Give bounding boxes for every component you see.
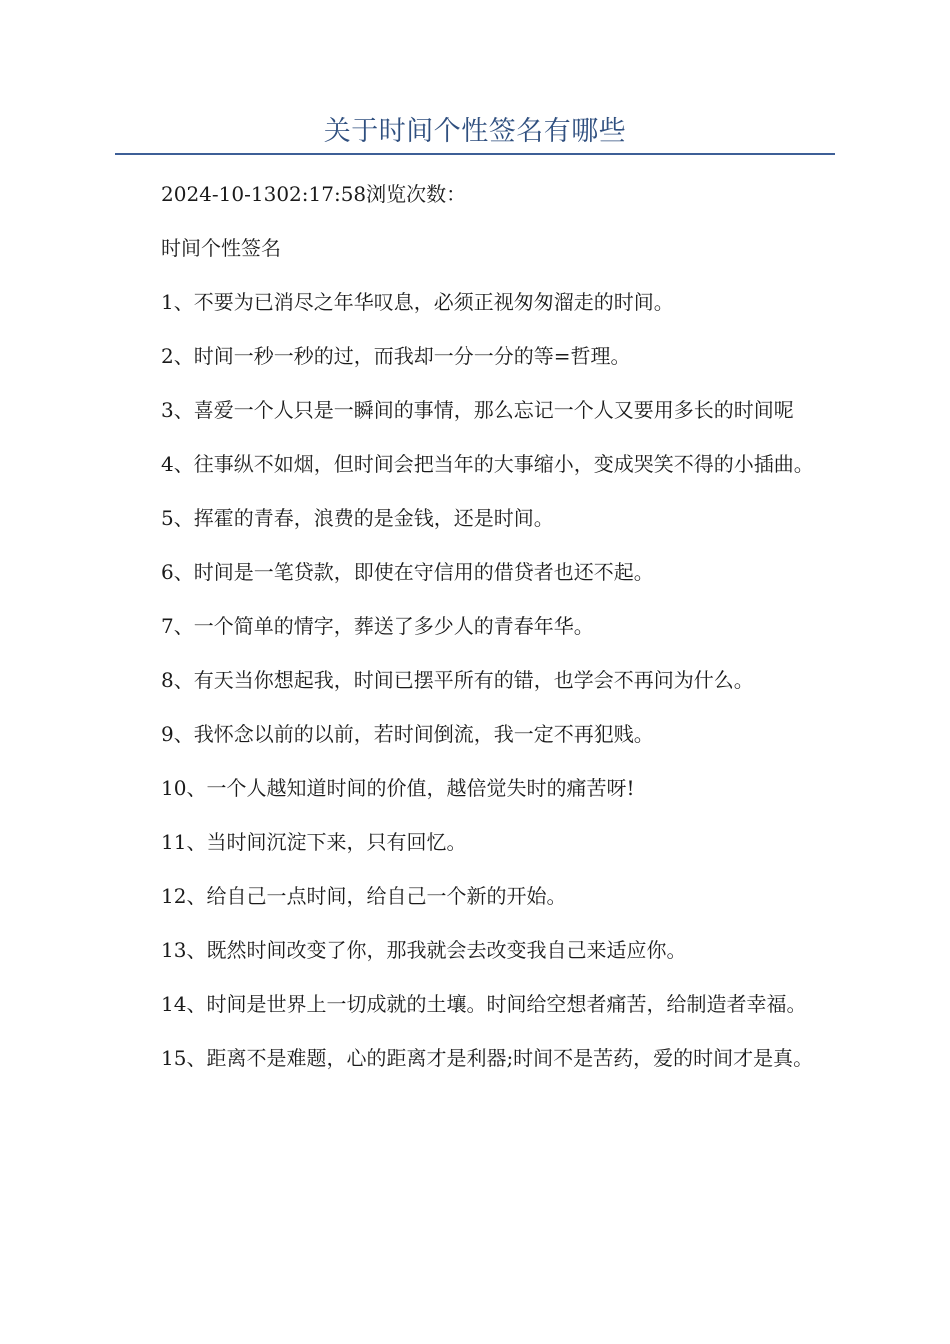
meta-line: 2024-10-1302:17:58浏览次数： (161, 182, 467, 206)
list-item: 5、挥霍的青春，浪费的是金钱，还是时间。 (161, 506, 554, 530)
list-item: 6、时间是一笔贷款，即使在守信用的借贷者也还不起。 (161, 560, 654, 584)
list-item: 3、喜爱一个人只是一瞬间的事情，那么忘记一个人又要用多长的时间呢 (161, 398, 794, 422)
list-item: 4、往事纵不如烟，但时间会把当年的大事缩小，变成哭笑不得的小插曲。 (161, 452, 814, 476)
list-item: 7、一个简单的情字，葬送了多少人的青春年华。 (161, 614, 594, 638)
document-body (115, 175, 835, 1093)
list-item: 2、时间一秒一秒的过，而我却一分一分的等=哲理。 (161, 344, 631, 368)
page-title: 关于时间个性签名有哪些 (323, 116, 627, 147)
list-item: 14、时间是世界上一切成就的土壤。时间给空想者痛苦，给制造者幸福。 (161, 992, 807, 1016)
list-item: 1、不要为已消尽之年华叹息，必须正视匆匆溜走的时间。 (161, 290, 674, 314)
section-subtitle: 时间个性签名 (161, 236, 281, 260)
list-item: 9、我怀念以前的以前，若时间倒流，我一定不再犯贱。 (161, 722, 654, 746)
list-item: 8、有天当你想起我，时间已摆平所有的错，也学会不再问为什么。 (161, 668, 754, 692)
list-item: 10、一个人越知道时间的价值，越倍觉失时的痛苦呀! (161, 776, 635, 800)
list-item: 13、既然时间改变了你，那我就会去改变我自己来适应你。 (161, 938, 687, 962)
title-underline (115, 153, 835, 155)
list-item: 15、距离不是难题，心的距离才是利器;时间不是苦药，爱的时间才是真。 (161, 1046, 814, 1070)
list-item: 12、给自己一点时间，给自己一个新的开始。 (161, 884, 567, 908)
list-item: 11、当时间沉淀下来，只有回忆。 (161, 830, 467, 854)
